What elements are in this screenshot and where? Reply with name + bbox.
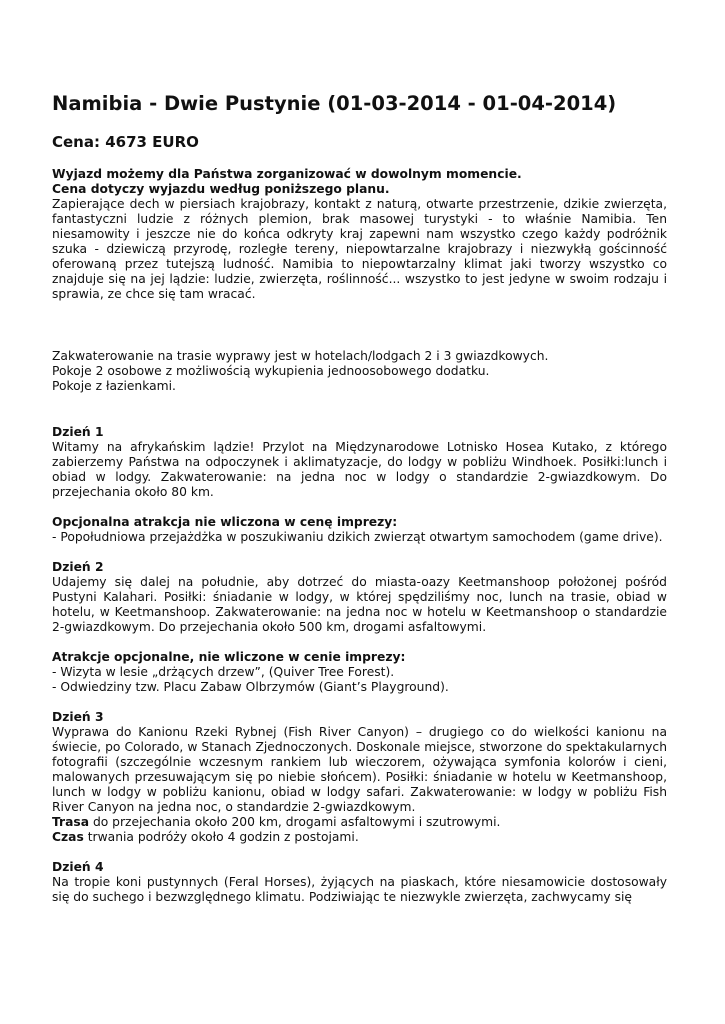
- optional-heading: Atrakcje opcjonalne, nie wliczone w cenie imprezy:: [52, 650, 406, 664]
- optional-heading: Opcjonalna atrakcja nie wliczona w cenę imprezy:: [52, 515, 398, 529]
- optional-item: - Popołudniowa przejażdżka w poszukiwaniu dzikich zwierząt otwartym samochodem (game drive).: [52, 530, 663, 544]
- optional-item: - Wizyta w lesie „drżących drzew”, (Quiver Tree Forest).: [52, 665, 395, 679]
- route-label: Trasa: [52, 815, 90, 829]
- day-heading: Dzień 4: [52, 860, 104, 874]
- day-text: Wyprawa do Kanionu Rzeki Rybnej (Fish River Canyon) – drugiego co do wielkości kanionu na świecie, po Colorado, w Stanach Zjednoczonych. Doskonale miejsce, stworzone do spektakularnych fotografii (szczególnie wczesnym rankiem lub wieczorem, ożywająca symfonia kolorów i cieni, malowanych przesuwającym się po niebie słońcem). Posiłki: śniadanie w hotelu w Keetmanshoop, lunch w lodgy w pobliżu kanionu, obiad w lodgy safari. Zakwaterowanie: w lodgy w pobliżu Fish River Canyon na jedna noc, o standardzie 2-gwiazdkowym.: [52, 725, 667, 814]
- day-4-section: [52, 860, 667, 905]
- route-line: [52, 815, 667, 830]
- intro-note: [52, 167, 667, 197]
- accommodation-info: [52, 349, 667, 394]
- route-text: do przejechania około 200 km, drogami asfaltowymi i szutrowymi.: [89, 815, 501, 829]
- time-line: [52, 830, 667, 845]
- day-heading: Dzień 2: [52, 560, 104, 574]
- day-text: Na tropie koni pustynnych (Feral Horses), żyjących na piaskach, które niesamowicie dostosowały się do suchego i bezwzględnego klimatu. Podziwiając te niezwykle zwierzęta, zachwycamy się: [52, 875, 667, 904]
- accommodation-line: Pokoje z łazienkami.: [52, 379, 176, 393]
- day-2-optional: [52, 650, 667, 695]
- day-1-section: [52, 425, 667, 500]
- accommodation-line: Zakwaterowanie na trasie wyprawy jest w hotelach/lodgach 2 i 3 gwiazdkowych.: [52, 349, 549, 363]
- day-heading: Dzień 3: [52, 710, 104, 724]
- accommodation-line: Pokoje 2 osobowe z możliwością wykupienia jednoosobowego dodatku.: [52, 364, 490, 378]
- day-2-section: [52, 560, 667, 635]
- time-text: trwania podróży około 4 godzin z postojami.: [83, 830, 359, 844]
- intro-line: Wyjazd możemy dla Państwa zorganizować w dowolnym momencie.: [52, 167, 522, 181]
- day-text: Witamy na afrykańskim lądzie! Przylot na Międzynarodowe Lotnisko Hosea Kutako, z którego zabierzemy Państwa na odpoczynek i aklimatyzacje, do lodgy w pobliżu Windhoek. Posiłki:lunch i obiad w lodgy. Zakwaterowanie: na jedna noc w lodgy o standardzie 2-gwiazdkowym. Do przejechania około 80 km.: [52, 440, 667, 499]
- description-paragraph: Zapierające dech w piersiach krajobrazy, kontakt z naturą, otwarte przestrzenie, dzikie zwierzęta, fantastyczni ludzie z różnych plemion, brak masowej turystyki - to właśnie Namibia. Ten niesamowity i jeszcze nie do końca odkryty kraj zapewni nam wszystko czego każdy podróżnik szuka - dziewiczą przyrodę, rozległe tereny, niepowtarzalne krajobrazy i niezwykłą gościnność oferowaną przez tutejszą ludność. Namibia to niepowtarzalny klimat jaki tworzy wszystko co znajduje się na jej lądzie: ludzie, zwierzęta, roślinność... wszystko to jest jedyne w swoim rodzaju i sprawia, ze chce się tam wracać.: [52, 197, 667, 301]
- day-1-optional: [52, 515, 667, 545]
- day-3-section: [52, 710, 667, 845]
- day-text: Udajemy się dalej na południe, aby dotrzeć do miasta-oazy Keetmanshoop położonej pośród Pustyni Kalahari. Posiłki: śniadanie w lodgy, w której spędziliśmy noc, lunch na trasie, obiad w hotelu, w Keetmanshoop. Zakwaterowanie: na jedna noc w hotelu w Keetmanshoop o standardzie 2-gwiazdkowym. Do przejechania około 500 km, drogami asfaltowymi.: [52, 575, 667, 634]
- optional-item: - Odwiedziny tzw. Placu Zabaw Olbrzymów (Giant’s Playground).: [52, 680, 449, 694]
- price: Cena: 4673 EURO: [52, 133, 199, 151]
- intro-line: Cena dotyczy wyjazdu według poniższego planu.: [52, 182, 390, 196]
- day-heading: Dzień 1: [52, 425, 104, 439]
- time-label: Czas: [52, 830, 84, 844]
- page-title: Namibia - Dwie Pustynie (01-03-2014 - 01-04-2014): [52, 92, 617, 115]
